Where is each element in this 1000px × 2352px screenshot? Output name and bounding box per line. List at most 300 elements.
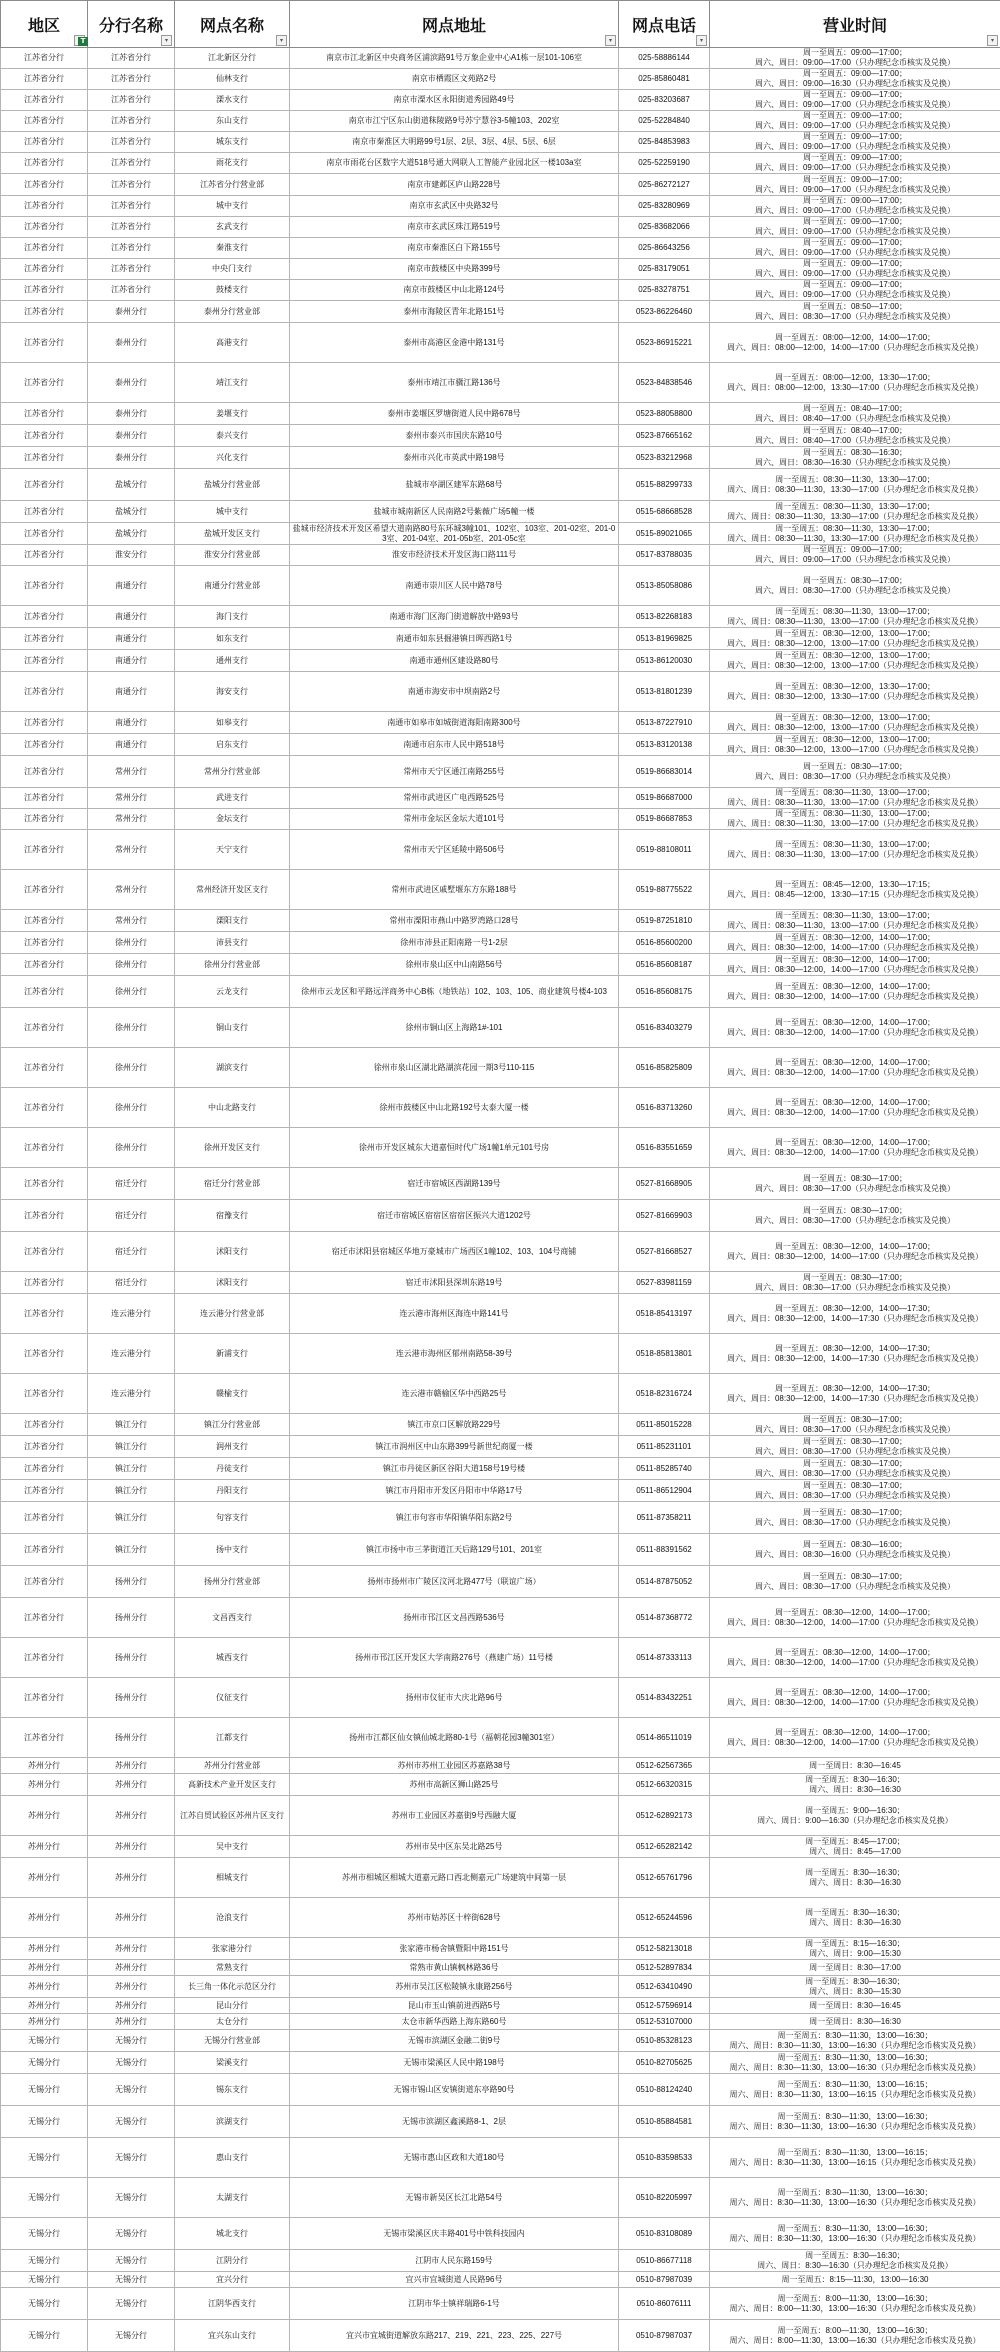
cell-region[interactable]: 无锡分行 — [1, 2320, 88, 2352]
cell-address[interactable]: 南京市雨花台区数字大道518号通大网联人工智能产业园北区一楼103a室 — [290, 153, 619, 174]
cell-hours[interactable]: 周一至周五：08:40—17:00； 周六、周日：08:40—17:00（只办理纪念币核实及兑换） — [710, 425, 1000, 447]
cell-phone[interactable]: 0519-88775522 — [619, 870, 710, 910]
cell-address[interactable]: 扬州市仪征市大庆北路96号 — [290, 1678, 619, 1718]
cell-phone[interactable]: 0515-89021065 — [619, 523, 710, 545]
cell-address[interactable]: 南京市建邺区庐山路228号 — [290, 174, 619, 196]
cell-hours[interactable]: 周一至周五：09:00—17:00； 周六、周日：09:00—16:30（只办理纪念币核实及兑换） — [710, 69, 1000, 90]
cell-outlet[interactable]: 秦淮支行 — [175, 238, 290, 259]
cell-address[interactable]: 无锡市滨湖区金融二街9号 — [290, 2030, 619, 2052]
cell-region[interactable]: 江苏省分行 — [1, 174, 88, 196]
cell-branch[interactable]: 无锡分行 — [88, 2288, 175, 2320]
cell-hours[interactable]: 周一至周日：8:30—16:45 — [710, 1758, 1000, 1774]
cell-outlet[interactable]: 武进支行 — [175, 788, 290, 809]
cell-region[interactable]: 江苏省分行 — [1, 1168, 88, 1200]
cell-branch[interactable]: 江苏省分行 — [88, 280, 175, 301]
cell-phone[interactable]: 0523-88058800 — [619, 403, 710, 425]
cell-region[interactable]: 江苏省分行 — [1, 1480, 88, 1502]
cell-address[interactable]: 连云港市海州区海连中路141号 — [290, 1294, 619, 1334]
cell-region[interactable]: 无锡分行 — [1, 2272, 88, 2288]
table-row[interactable] — [1, 1414, 1000, 1436]
cell-hours[interactable]: 周一至周五：08:30—11:30，13:00—17:00； 周六、周日：08:30—11:30，13:00—17:00（只办理纪念币核实及兑换） — [710, 606, 1000, 628]
cell-address[interactable]: 南京市栖霞区文苑路2号 — [290, 69, 619, 90]
cell-outlet[interactable]: 常熟支行 — [175, 1960, 290, 1976]
cell-hours[interactable]: 周一至周五：08:30—12:00，13:00—17:00； 周六、周日：08:30—12:00，13:00—17:00（只办理纪念币核实及兑换） — [710, 712, 1000, 734]
cell-region[interactable]: 江苏省分行 — [1, 1458, 88, 1480]
table-row[interactable] — [1, 2074, 1000, 2106]
table-row[interactable] — [1, 1796, 1000, 1836]
cell-hours[interactable]: 周一至周五：08:30—12:00，14:00—17:00； 周六、周日：08:30—12:00，14:00—17:00（只办理纪念币核实及兑换） — [710, 1088, 1000, 1128]
cell-hours[interactable]: 周一至周五：08:30—17:00； 周六、周日：08:30—17:00（只办理纪念币核实及兑换） — [710, 1436, 1000, 1458]
cell-region[interactable]: 江苏省分行 — [1, 301, 88, 323]
cell-address[interactable]: 苏州市高新区狮山路25号 — [290, 1774, 619, 1796]
cell-outlet[interactable]: 通州支行 — [175, 650, 290, 672]
cell-branch[interactable]: 江苏省分行 — [88, 48, 175, 69]
cell-outlet[interactable]: 宿豫支行 — [175, 1200, 290, 1232]
cell-outlet[interactable]: 沭阳支行 — [175, 1272, 290, 1294]
cell-address[interactable]: 徐州市泉山区湖北路湖滨花园一期3号110-115 — [290, 1048, 619, 1088]
cell-address[interactable]: 南京市玄武区中央路32号 — [290, 196, 619, 217]
cell-region[interactable]: 江苏省分行 — [1, 238, 88, 259]
cell-address[interactable]: 常州市溧阳市燕山中路罗湾路口28号 — [290, 910, 619, 932]
cell-branch[interactable]: 常州分行 — [88, 830, 175, 870]
table-row[interactable] — [1, 1048, 1000, 1088]
cell-phone[interactable]: 0527-81668527 — [619, 1232, 710, 1272]
cell-branch[interactable]: 无锡分行 — [88, 2218, 175, 2250]
cell-outlet[interactable]: 高新技术产业开发区支行 — [175, 1774, 290, 1796]
cell-outlet[interactable]: 鼓楼支行 — [175, 280, 290, 301]
cell-outlet[interactable]: 相城支行 — [175, 1858, 290, 1898]
table-row[interactable] — [1, 672, 1000, 712]
dropdown-icon[interactable]: ▾ — [605, 35, 616, 46]
cell-phone[interactable]: 025-52284840 — [619, 111, 710, 132]
cell-branch[interactable]: 江苏省分行 — [88, 174, 175, 196]
cell-branch[interactable]: 苏州分行 — [88, 1836, 175, 1858]
cell-branch[interactable]: 无锡分行 — [88, 2320, 175, 2352]
cell-address[interactable]: 宿迁市宿城区西湖路139号 — [290, 1168, 619, 1200]
cell-hours[interactable]: 周一至周五：8:30—16:30； 周六、周日：8:30—15:30 — [710, 1976, 1000, 1998]
cell-address[interactable]: 连云港市海州区郁州南路58-39号 — [290, 1334, 619, 1374]
cell-address[interactable]: 苏州市吴江区松陵镇永康路256号 — [290, 1976, 619, 1998]
cell-hours[interactable]: 周一至周五：8:30—16:30； 周六、周日：8:30—16:30 — [710, 1858, 1000, 1898]
cell-phone[interactable]: 0513-86120030 — [619, 650, 710, 672]
cell-hours[interactable]: 周一至周五：8:30—11:30，13:00—16:30； 周六、周日：8:30—11:30，13:00—16:30（只办理纪念币核实及兑换） — [710, 2030, 1000, 2052]
table-row[interactable] — [1, 788, 1000, 809]
cell-hours[interactable]: 周一至周五：08:30—12:00，14:00—17:00； 周六、周日：08:30—12:00，14:00—17:00（只办理纪念币核实及兑换） — [710, 1638, 1000, 1678]
cell-hours[interactable]: 周一至周五：08:30—11:30，13:00—17:00； 周六、周日：08:30—11:30，13:00—17:00（只办理纪念币核实及兑换） — [710, 910, 1000, 932]
cell-hours[interactable]: 周一至周五：8:30—11:30，13:00—16:15； 周六、周日：8:30—11:30，13:00—16:15（只办理纪念币核实及兑换） — [710, 2074, 1000, 2106]
cell-region[interactable]: 江苏省分行 — [1, 976, 88, 1008]
cell-branch[interactable]: 南通分行 — [88, 566, 175, 606]
cell-outlet[interactable]: 中山北路支行 — [175, 1088, 290, 1128]
cell-address[interactable]: 镇江市扬中市三茅街道江天后路129号101、201室 — [290, 1534, 619, 1566]
cell-outlet[interactable]: 江苏自贸试验区苏州片区支行 — [175, 1796, 290, 1836]
cell-outlet[interactable]: 丹阳支行 — [175, 1480, 290, 1502]
table-row[interactable] — [1, 1272, 1000, 1294]
cell-hours[interactable]: 周一至周五：08:00—12:00，13:30—17:00； 周六、周日：08:00—12:00，13:30—17:00（只办理纪念币核实及兑换） — [710, 363, 1000, 403]
cell-branch[interactable]: 常州分行 — [88, 910, 175, 932]
cell-branch[interactable]: 泰州分行 — [88, 363, 175, 403]
cell-outlet[interactable]: 常州分行营业部 — [175, 756, 290, 788]
cell-region[interactable]: 江苏省分行 — [1, 672, 88, 712]
cell-address[interactable]: 镇江市京口区解放路229号 — [290, 1414, 619, 1436]
cell-outlet[interactable]: 镇江分行营业部 — [175, 1414, 290, 1436]
cell-branch[interactable]: 扬州分行 — [88, 1678, 175, 1718]
cell-branch[interactable]: 无锡分行 — [88, 2250, 175, 2272]
cell-branch[interactable]: 苏州分行 — [88, 2014, 175, 2030]
cell-outlet[interactable]: 张家港分行 — [175, 1938, 290, 1960]
cell-region[interactable]: 江苏省分行 — [1, 280, 88, 301]
table-row[interactable] — [1, 1638, 1000, 1678]
cell-region[interactable]: 江苏省分行 — [1, 1128, 88, 1168]
cell-phone[interactable]: 0512-65244596 — [619, 1898, 710, 1938]
cell-address[interactable]: 淮安市经济技术开发区海口路111号 — [290, 545, 619, 566]
cell-hours[interactable]: 周一至周五：09:00—17:00； 周六、周日：09:00—17:00（只办理纪念币核实及兑换） — [710, 238, 1000, 259]
cell-address[interactable]: 苏州市吴中区东吴北路25号 — [290, 1836, 619, 1858]
cell-outlet[interactable]: 城中支行 — [175, 196, 290, 217]
cell-branch[interactable]: 常州分行 — [88, 788, 175, 809]
header-region[interactable] — [1, 1, 88, 48]
cell-address[interactable]: 徐州市铜山区上海路1#-101 — [290, 1008, 619, 1048]
cell-outlet[interactable]: 沧浪支行 — [175, 1898, 290, 1938]
filter-icon[interactable]: T — [78, 37, 88, 46]
cell-address[interactable]: 南京市江北新区中央商务区浦滨路91号万象企业中心A1栋一层101-106室 — [290, 48, 619, 69]
dropdown-icon[interactable]: ▾ — [276, 35, 287, 46]
cell-branch[interactable]: 无锡分行 — [88, 2178, 175, 2218]
cell-region[interactable]: 苏州分行 — [1, 2014, 88, 2030]
cell-hours[interactable]: 周一至周五：08:30—17:00； 周六、周日：08:30—17:00（只办理纪念币核实及兑换） — [710, 1458, 1000, 1480]
cell-hours[interactable]: 周一至周五：08:45—12:00，13:30—17:15； 周六、周日：08:45—12:00，13:30—17:15（只办理纪念币核实及兑换） — [710, 870, 1000, 910]
cell-region[interactable]: 无锡分行 — [1, 2178, 88, 2218]
cell-region[interactable]: 江苏省分行 — [1, 1598, 88, 1638]
cell-phone[interactable]: 0516-83403279 — [619, 1008, 710, 1048]
cell-branch[interactable]: 江苏省分行 — [88, 132, 175, 153]
cell-address[interactable]: 徐州市云龙区和平路远洋商务中心B栋（地铁站）102、103、105、商业建筑号楼4-103 — [290, 976, 619, 1008]
cell-hours[interactable]: 周一至周五：09:00—17:00； 周六、周日：09:00—17:00（只办理纪念币核实及兑换） — [710, 153, 1000, 174]
table-row[interactable] — [1, 545, 1000, 566]
cell-address[interactable]: 徐州市开发区城东大道嘉恒时代广场1幢1单元101号房 — [290, 1128, 619, 1168]
cell-region[interactable]: 江苏省分行 — [1, 1334, 88, 1374]
cell-phone[interactable]: 025-85860481 — [619, 69, 710, 90]
cell-phone[interactable]: 0519-86687000 — [619, 788, 710, 809]
dropdown-icon[interactable]: ▾ — [161, 35, 172, 46]
cell-phone[interactable]: 0516-85608175 — [619, 976, 710, 1008]
cell-outlet[interactable]: 盐城分行营业部 — [175, 469, 290, 501]
cell-outlet[interactable]: 太仓分行 — [175, 2014, 290, 2030]
cell-hours[interactable]: 周一至周五：08:30—12:00，14:00—17:00； 周六、周日：08:30—12:00，14:00—17:00（只办理纪念币核实及兑换） — [710, 1128, 1000, 1168]
cell-hours[interactable]: 周一至周五：08:30—17:00； 周六、周日：08:30—17:00（只办理纪念币核实及兑换） — [710, 1272, 1000, 1294]
cell-phone[interactable]: 0513-87227910 — [619, 712, 710, 734]
cell-address[interactable]: 无锡市梁溪区庆丰路401号中铁科技园内 — [290, 2218, 619, 2250]
table-row[interactable] — [1, 870, 1000, 910]
cell-address[interactable]: 泰州市泰兴市国庆东路10号 — [290, 425, 619, 447]
cell-outlet[interactable]: 昆山分行 — [175, 1998, 290, 2014]
cell-address[interactable]: 盐城市经济技术开发区希望大道南路80号东环城3幢101、102室、103室、201-02室、201-03室、201-04室、201-05b室、201-05c室 — [290, 523, 619, 545]
cell-address[interactable]: 扬州市邗江区开发区大学南路276号（燕建广场）11号楼 — [290, 1638, 619, 1678]
cell-branch[interactable]: 无锡分行 — [88, 2052, 175, 2074]
cell-region[interactable]: 江苏省分行 — [1, 363, 88, 403]
cell-branch[interactable]: 江苏省分行 — [88, 238, 175, 259]
cell-branch[interactable]: 泰州分行 — [88, 301, 175, 323]
cell-branch[interactable]: 江苏省分行 — [88, 111, 175, 132]
cell-region[interactable]: 苏州分行 — [1, 1898, 88, 1938]
cell-phone[interactable]: 0514-83432251 — [619, 1678, 710, 1718]
cell-outlet[interactable]: 姜堰支行 — [175, 403, 290, 425]
cell-branch[interactable]: 宿迁分行 — [88, 1272, 175, 1294]
cell-outlet[interactable]: 如皋支行 — [175, 712, 290, 734]
cell-address[interactable]: 泰州市姜堰区罗塘街道人民中路678号 — [290, 403, 619, 425]
table-row[interactable] — [1, 1374, 1000, 1414]
cell-outlet[interactable]: 滨湖支行 — [175, 2106, 290, 2138]
cell-outlet[interactable]: 城西支行 — [175, 1638, 290, 1678]
cell-branch[interactable]: 南通分行 — [88, 628, 175, 650]
cell-address[interactable]: 无锡市惠山区政和大道180号 — [290, 2138, 619, 2178]
cell-region[interactable]: 江苏省分行 — [1, 712, 88, 734]
cell-outlet[interactable]: 溧水支行 — [175, 90, 290, 111]
table-row[interactable] — [1, 1718, 1000, 1758]
cell-region[interactable]: 无锡分行 — [1, 2030, 88, 2052]
cell-phone[interactable]: 0517-83788035 — [619, 545, 710, 566]
cell-address[interactable]: 扬州市江都区仙女镇仙城北路80-1号（福朝花园3幢301室） — [290, 1718, 619, 1758]
cell-phone[interactable]: 0527-83981159 — [619, 1272, 710, 1294]
cell-hours[interactable]: 周一至周五：08:30—12:00，14:00—17:00； 周六、周日：08:30—12:00，14:00—17:00（只办理纪念币核实及兑换） — [710, 976, 1000, 1008]
cell-region[interactable]: 江苏省分行 — [1, 628, 88, 650]
cell-region[interactable]: 苏州分行 — [1, 1758, 88, 1774]
cell-phone[interactable]: 0513-81801239 — [619, 672, 710, 712]
table-row[interactable] — [1, 132, 1000, 153]
cell-address[interactable]: 宿迁市沭阳县深圳东路19号 — [290, 1272, 619, 1294]
table-row[interactable] — [1, 1294, 1000, 1334]
cell-region[interactable]: 江苏省分行 — [1, 69, 88, 90]
table-row[interactable] — [1, 469, 1000, 501]
cell-region[interactable]: 江苏省分行 — [1, 545, 88, 566]
cell-hours[interactable]: 周一至周五：8:30—11:30，13:00—16:30； 周六、周日：8:30—11:30，13:00—16:30（只办理纪念币核实及兑换） — [710, 2106, 1000, 2138]
cell-phone[interactable]: 0512-57596914 — [619, 1998, 710, 2014]
cell-phone[interactable]: 0510-83108089 — [619, 2218, 710, 2250]
table-row[interactable] — [1, 196, 1000, 217]
cell-hours[interactable]: 周一至周五：08:30—12:00，14:00—17:00； 周六、周日：08:30—12:00，14:00—17:00（只办理纪念币核实及兑换） — [710, 1718, 1000, 1758]
table-row[interactable] — [1, 1960, 1000, 1976]
cell-branch[interactable]: 盐城分行 — [88, 469, 175, 501]
header-hours[interactable] — [710, 1, 1000, 48]
cell-outlet[interactable]: 太湖支行 — [175, 2178, 290, 2218]
cell-branch[interactable]: 南通分行 — [88, 734, 175, 756]
cell-branch[interactable]: 泰州分行 — [88, 425, 175, 447]
table-row[interactable] — [1, 523, 1000, 545]
cell-address[interactable]: 南通市海门区海门街道解放中路93号 — [290, 606, 619, 628]
cell-outlet[interactable]: 苏州分行营业部 — [175, 1758, 290, 1774]
cell-phone[interactable]: 0510-88124240 — [619, 2074, 710, 2106]
cell-phone[interactable]: 025-83278751 — [619, 280, 710, 301]
cell-region[interactable]: 无锡分行 — [1, 2218, 88, 2250]
cell-region[interactable]: 江苏省分行 — [1, 469, 88, 501]
table-row[interactable] — [1, 2178, 1000, 2218]
cell-region[interactable]: 江苏省分行 — [1, 734, 88, 756]
cell-phone[interactable]: 0512-63410490 — [619, 1976, 710, 1998]
cell-branch[interactable]: 镇江分行 — [88, 1502, 175, 1534]
cell-address[interactable]: 无锡市锡山区安镇街道东亭路90号 — [290, 2074, 619, 2106]
cell-phone[interactable]: 0512-65282142 — [619, 1836, 710, 1858]
cell-hours[interactable]: 周一至周五：08:30—11:30，13:00—17:00； 周六、周日：08:30—11:30，13:00—17:00（只办理纪念币核实及兑换） — [710, 830, 1000, 870]
table-row[interactable] — [1, 809, 1000, 830]
cell-hours[interactable]: 周一至周五：08:30—11:30，13:00—17:00； 周六、周日：08:30—11:30，13:00—17:00（只办理纪念币核实及兑换） — [710, 809, 1000, 830]
table-row[interactable] — [1, 2106, 1000, 2138]
cell-address[interactable]: 南京市鼓楼区中央路399号 — [290, 259, 619, 280]
table-row[interactable] — [1, 2030, 1000, 2052]
cell-region[interactable]: 江苏省分行 — [1, 1414, 88, 1436]
table-row[interactable] — [1, 910, 1000, 932]
cell-phone[interactable]: 0527-81668905 — [619, 1168, 710, 1200]
cell-hours[interactable]: 周一至周五：08:30—12:00，14:00—17:30； 周六、周日：08:30—12:00，14:00—17:30（只办理纪念币核实及兑换） — [710, 1374, 1000, 1414]
table-row[interactable] — [1, 756, 1000, 788]
table-row[interactable] — [1, 1200, 1000, 1232]
cell-branch[interactable]: 徐州分行 — [88, 1088, 175, 1128]
cell-hours[interactable]: 周一至周五：09:00—17:00； 周六、周日：09:00—17:00（只办理纪念币核实及兑换） — [710, 545, 1000, 566]
cell-address[interactable]: 盐城市亭湖区建军东路68号 — [290, 469, 619, 501]
cell-address[interactable]: 徐州市鼓楼区中山北路192号太泰大厦一楼 — [290, 1088, 619, 1128]
cell-branch[interactable]: 苏州分行 — [88, 1960, 175, 1976]
cell-hours[interactable]: 周一至周五：8:00—11:30，13:00—16:30； 周六、周日：8:00—11:30，13:00—16:30（只办理纪念币核实及兑换） — [710, 2320, 1000, 2352]
cell-region[interactable]: 江苏省分行 — [1, 1294, 88, 1334]
cell-hours[interactable]: 周一至周五：8:45—17:00； 周六、周日：8:45—17:00 — [710, 1836, 1000, 1858]
cell-address[interactable]: 苏州市姑苏区十梓街628号 — [290, 1898, 619, 1938]
cell-outlet[interactable]: 城东支行 — [175, 132, 290, 153]
cell-branch[interactable]: 泰州分行 — [88, 323, 175, 363]
cell-hours[interactable]: 周一至周五：8:30—11:30，13:00—16:30； 周六、周日：8:30—11:30，13:00—16:30（只办理纪念币核实及兑换） — [710, 2052, 1000, 2074]
cell-branch[interactable]: 盐城分行 — [88, 501, 175, 523]
cell-phone[interactable]: 0510-82205997 — [619, 2178, 710, 2218]
cell-address[interactable]: 江阴市人民东路159号 — [290, 2250, 619, 2272]
table-row[interactable] — [1, 1938, 1000, 1960]
cell-region[interactable]: 江苏省分行 — [1, 132, 88, 153]
cell-branch[interactable]: 镇江分行 — [88, 1480, 175, 1502]
table-row[interactable] — [1, 90, 1000, 111]
cell-phone[interactable]: 0510-86677118 — [619, 2250, 710, 2272]
cell-hours[interactable]: 周一至周五：08:30—12:00，14:00—17:30； 周六、周日：08:30—12:00，14:00—17:30（只办理纪念币核实及兑换） — [710, 1294, 1000, 1334]
dropdown-icon[interactable]: ▾ — [696, 35, 707, 46]
cell-outlet[interactable]: 梁溪支行 — [175, 2052, 290, 2074]
cell-address[interactable]: 常州市天宁区通江南路255号 — [290, 756, 619, 788]
cell-phone[interactable]: 0512-53107000 — [619, 2014, 710, 2030]
cell-branch[interactable]: 江苏省分行 — [88, 69, 175, 90]
cell-branch[interactable]: 泰州分行 — [88, 447, 175, 469]
cell-region[interactable]: 苏州分行 — [1, 1796, 88, 1836]
cell-region[interactable]: 苏州分行 — [1, 1836, 88, 1858]
table-row[interactable] — [1, 447, 1000, 469]
table-row[interactable] — [1, 301, 1000, 323]
cell-outlet[interactable]: 江苏省分行营业部 — [175, 174, 290, 196]
cell-hours[interactable]: 周一至周五：08:30—17:00； 周六、周日：08:30—17:00（只办理纪念币核实及兑换） — [710, 1480, 1000, 1502]
table-row[interactable] — [1, 1678, 1000, 1718]
cell-outlet[interactable]: 泰州分行营业部 — [175, 301, 290, 323]
cell-hours[interactable]: 周一至周五：08:30—11:30，13:30—17:00； 周六、周日：08:30—11:30，13:30—17:00（只办理纪念币核实及兑换） — [710, 523, 1000, 545]
cell-outlet[interactable]: 赣榆支行 — [175, 1374, 290, 1414]
cell-address[interactable]: 常州市武进区戚墅堰东方东路188号 — [290, 870, 619, 910]
cell-outlet[interactable]: 句容支行 — [175, 1502, 290, 1534]
cell-phone[interactable]: 0518-82316724 — [619, 1374, 710, 1414]
table-row[interactable] — [1, 1128, 1000, 1168]
cell-phone[interactable]: 0511-85015228 — [619, 1414, 710, 1436]
cell-region[interactable]: 江苏省分行 — [1, 1638, 88, 1678]
cell-branch[interactable]: 苏州分行 — [88, 1774, 175, 1796]
cell-phone[interactable]: 0523-86915221 — [619, 323, 710, 363]
header-address[interactable] — [290, 1, 619, 48]
table-row[interactable] — [1, 734, 1000, 756]
cell-region[interactable]: 江苏省分行 — [1, 830, 88, 870]
cell-address[interactable]: 无锡市新吴区长江北路54号 — [290, 2178, 619, 2218]
cell-phone[interactable]: 0514-87875052 — [619, 1566, 710, 1598]
cell-hours[interactable]: 周一至周五：8:30—16:30； 周六、周日：8:30—16:30（只办理纪念币核实及兑换） — [710, 2250, 1000, 2272]
cell-hours[interactable]: 周一至周五：09:00—17:00； 周六、周日：09:00—17:00（只办理纪念币核实及兑换） — [710, 259, 1000, 280]
cell-region[interactable]: 江苏省分行 — [1, 523, 88, 545]
cell-hours[interactable]: 周一至周五：8:00—11:30，13:00—16:30； 周六、周日：8:00—11:30，13:00—16:30（只办理纪念币核实及兑换） — [710, 2288, 1000, 2320]
cell-phone[interactable]: 0515-88299733 — [619, 469, 710, 501]
cell-phone[interactable]: 0512-58213018 — [619, 1938, 710, 1960]
cell-hours[interactable]: 周一至周五：08:30—12:00，14:00—17:00； 周六、周日：08:30—12:00，14:00—17:00（只办理纪念币核实及兑换） — [710, 954, 1000, 976]
cell-outlet[interactable]: 海安支行 — [175, 672, 290, 712]
cell-outlet[interactable]: 盐城开发区支行 — [175, 523, 290, 545]
cell-address[interactable]: 南京市江宁区东山街道秣陵路9号苏宁慧谷3-5幢103、202室 — [290, 111, 619, 132]
cell-hours[interactable]: 周一至周五：08:30—11:30，13:30—17:00； 周六、周日：08:30—11:30，13:30—17:00（只办理纪念币核实及兑换） — [710, 469, 1000, 501]
cell-region[interactable]: 苏州分行 — [1, 1938, 88, 1960]
cell-phone[interactable]: 0513-85058086 — [619, 566, 710, 606]
cell-outlet[interactable]: 江阴分行 — [175, 2250, 290, 2272]
cell-region[interactable]: 江苏省分行 — [1, 90, 88, 111]
cell-address[interactable]: 南通市通州区建设路80号 — [290, 650, 619, 672]
cell-phone[interactable]: 0511-85285740 — [619, 1458, 710, 1480]
table-row[interactable] — [1, 2320, 1000, 2352]
cell-branch[interactable]: 宿迁分行 — [88, 1232, 175, 1272]
cell-region[interactable]: 江苏省分行 — [1, 606, 88, 628]
table-row[interactable] — [1, 238, 1000, 259]
cell-phone[interactable]: 0523-86226460 — [619, 301, 710, 323]
cell-region[interactable]: 江苏省分行 — [1, 1678, 88, 1718]
cell-address[interactable]: 镇江市润州区中山东路399号新世纪商厦一楼 — [290, 1436, 619, 1458]
cell-region[interactable]: 苏州分行 — [1, 1960, 88, 1976]
cell-branch[interactable]: 徐州分行 — [88, 1008, 175, 1048]
cell-phone[interactable]: 0513-82268183 — [619, 606, 710, 628]
cell-region[interactable]: 江苏省分行 — [1, 323, 88, 363]
cell-phone[interactable]: 0510-87987037 — [619, 2320, 710, 2352]
cell-region[interactable]: 无锡分行 — [1, 2052, 88, 2074]
cell-phone[interactable]: 0519-87251810 — [619, 910, 710, 932]
cell-region[interactable]: 苏州分行 — [1, 1774, 88, 1796]
cell-address[interactable]: 镇江市丹阳市开发区丹阳市中华路17号 — [290, 1480, 619, 1502]
cell-outlet[interactable]: 江阴华西支行 — [175, 2288, 290, 2320]
cell-region[interactable]: 苏州分行 — [1, 1858, 88, 1898]
cell-address[interactable]: 扬州市邗江区文昌西路536号 — [290, 1598, 619, 1638]
cell-hours[interactable]: 周一至周五：08:30—17:00； 周六、周日：08:30—17:00（只办理纪念币核实及兑换） — [710, 1200, 1000, 1232]
cell-phone[interactable]: 0518-85413197 — [619, 1294, 710, 1334]
cell-region[interactable]: 苏州分行 — [1, 1998, 88, 2014]
cell-address[interactable]: 昆山市玉山镇前进西路5号 — [290, 1998, 619, 2014]
table-row[interactable] — [1, 1168, 1000, 1200]
table-row[interactable] — [1, 1334, 1000, 1374]
table-row[interactable] — [1, 111, 1000, 132]
cell-branch[interactable]: 南通分行 — [88, 672, 175, 712]
cell-address[interactable]: 南京市溧水区永阳街道秀园路49号 — [290, 90, 619, 111]
cell-branch[interactable]: 宿迁分行 — [88, 1168, 175, 1200]
cell-region[interactable]: 江苏省分行 — [1, 1718, 88, 1758]
cell-outlet[interactable]: 新浦支行 — [175, 1334, 290, 1374]
cell-phone[interactable]: 0511-88391562 — [619, 1534, 710, 1566]
cell-phone[interactable]: 0527-81669903 — [619, 1200, 710, 1232]
cell-hours[interactable]: 周一至周五：08:30—12:00，14:00—17:00； 周六、周日：08:30—12:00，14:00—17:00（只办理纪念币核实及兑换） — [710, 1008, 1000, 1048]
cell-address[interactable]: 南通市启东市人民中路518号 — [290, 734, 619, 756]
cell-phone[interactable]: 0511-86512904 — [619, 1480, 710, 1502]
cell-outlet[interactable]: 湖滨支行 — [175, 1048, 290, 1088]
cell-outlet[interactable]: 江北新区分行 — [175, 48, 290, 69]
cell-address[interactable]: 南京市玄武区珠江路519号 — [290, 217, 619, 238]
